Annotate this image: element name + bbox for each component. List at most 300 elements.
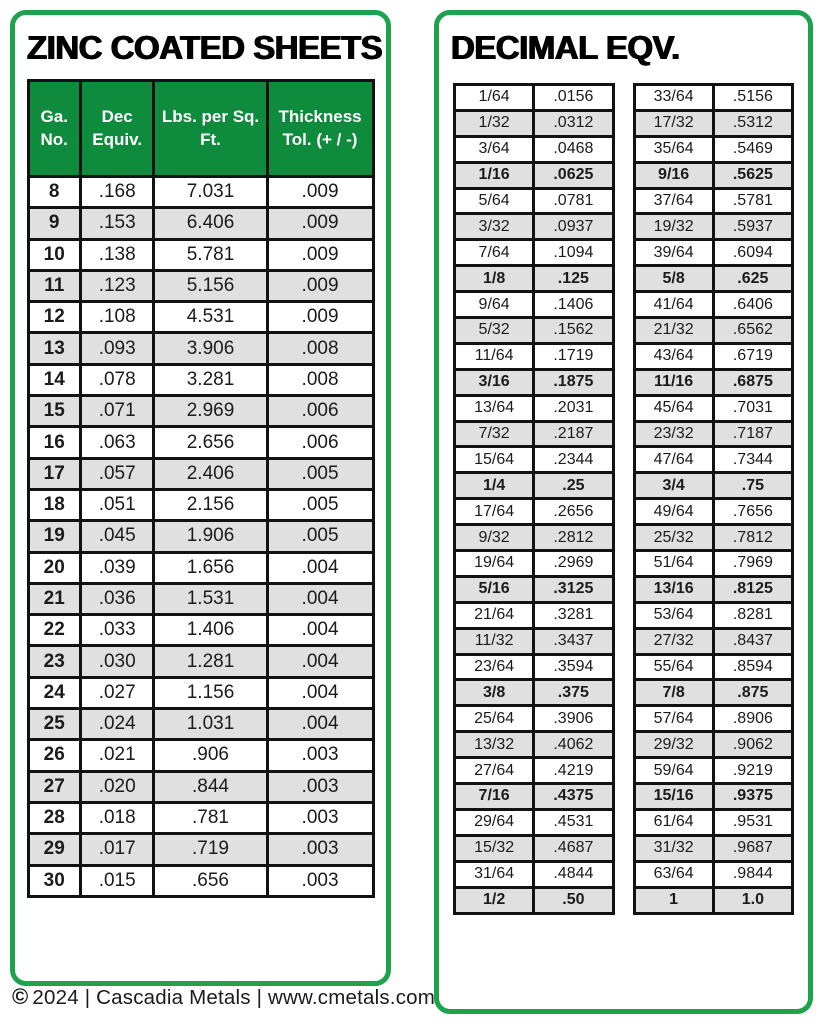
table-cell: 53/64 [634,602,713,628]
table-cell: .125 [534,266,613,292]
table-row [28,489,373,520]
table-row [28,583,373,614]
table-cell: .009 [267,270,373,301]
table-cell: 35/64 [634,136,713,162]
table-cell: 7/16 [455,784,534,810]
table-row [455,292,614,318]
table-cell: .003 [267,740,373,771]
table-row [455,369,614,395]
table-cell: 21 [28,583,80,614]
table-cell: 1.156 [154,677,267,708]
table-cell: 2.656 [154,427,267,458]
table-cell: .005 [267,521,373,552]
table-row [634,758,793,784]
table-cell: 9/32 [455,525,534,551]
table-row [455,240,614,266]
table-cell: 15/32 [455,835,534,861]
table-cell: .008 [267,333,373,364]
table-row [634,85,793,111]
table-row [634,136,793,162]
table-cell: 51/64 [634,551,713,577]
column-header-dec-equiv: Dec Equiv. [80,81,153,177]
table-cell: 1.0 [713,887,792,913]
table-cell: .093 [80,333,153,364]
table-cell: 45/64 [634,395,713,421]
table-cell: .50 [534,887,613,913]
table-cell: .021 [80,740,153,771]
table-cell: 25 [28,709,80,740]
table-cell: 6.406 [154,208,267,239]
table-cell: 1.531 [154,583,267,614]
table-cell: .071 [80,396,153,427]
table-cell: 59/64 [634,758,713,784]
table-cell: .7031 [713,395,792,421]
table-cell: 5/16 [455,576,534,602]
table-cell: 7.031 [154,177,267,208]
table-cell: .3906 [534,706,613,732]
table-row [634,473,793,499]
table-cell: .033 [80,615,153,646]
table-row [634,110,793,136]
table-cell: .0312 [534,110,613,136]
table-row [28,552,373,583]
table-cell: 15/16 [634,784,713,810]
table-cell: 1/8 [455,266,534,292]
table-cell: .036 [80,583,153,614]
table-cell: .3125 [534,576,613,602]
table-cell: .5156 [713,85,792,111]
table-cell: 16 [28,427,80,458]
table-cell: .9531 [713,809,792,835]
table-row [634,654,793,680]
table-row [634,680,793,706]
table-cell: 19/64 [455,551,534,577]
table-row [634,266,793,292]
table-cell: 3.281 [154,364,267,395]
table-cell: 14 [28,364,80,395]
table-row [634,162,793,188]
table-cell: .003 [267,802,373,833]
table-cell: .009 [267,177,373,208]
table-cell: .8906 [713,706,792,732]
table-cell: .0156 [534,85,613,111]
table-cell: 17/64 [455,499,534,525]
table-cell: .2969 [534,551,613,577]
table-cell: .2812 [534,525,613,551]
table-cell: 12 [28,302,80,333]
table-cell: 2.406 [154,458,267,489]
table-cell: 3/16 [455,369,534,395]
table-row [28,771,373,802]
table-cell: .005 [267,458,373,489]
table-row [455,576,614,602]
table-cell: 15 [28,396,80,427]
table-cell: .009 [267,239,373,270]
table-cell: 7/64 [455,240,534,266]
table-cell: .9375 [713,784,792,810]
table-row [455,162,614,188]
table-cell: .1875 [534,369,613,395]
table-cell: 13/16 [634,576,713,602]
table-row [28,333,373,364]
table-row [634,576,793,602]
table-row [634,240,793,266]
table-row [455,136,614,162]
table-cell: 23/32 [634,421,713,447]
table-row [28,802,373,833]
table-cell: .4844 [534,861,613,887]
table-cell: 33/64 [634,85,713,111]
table-row [634,292,793,318]
table-cell: .2344 [534,447,613,473]
table-cell: 25/32 [634,525,713,551]
table-cell: .5469 [713,136,792,162]
decimal-table-left [453,83,615,915]
table-cell: .0937 [534,214,613,240]
table-cell: 27 [28,771,80,802]
table-row [455,473,614,499]
table-cell: .0625 [534,162,613,188]
table-cell: .004 [267,583,373,614]
table-row [455,809,614,835]
zinc-table-body [28,177,373,897]
table-cell: .1719 [534,343,613,369]
table-cell: 28 [28,802,80,833]
table-cell: .3437 [534,628,613,654]
table-cell: .8281 [713,602,792,628]
table-cell: 63/64 [634,861,713,887]
table-cell: .045 [80,521,153,552]
table-cell: 41/64 [634,292,713,318]
table-row [28,521,373,552]
table-cell: 57/64 [634,706,713,732]
table-cell: 21/64 [455,602,534,628]
decimal-panel-title: DECIMAL EQV. [451,29,680,66]
table-cell: .6875 [713,369,792,395]
table-cell: .005 [267,489,373,520]
table-cell: .004 [267,615,373,646]
column-header-lbs-per-sqft: Lbs. per Sq. Ft. [154,81,267,177]
table-cell: 30 [28,865,80,896]
decimal-eqv-panel [434,10,813,1014]
table-cell: 24 [28,677,80,708]
table-cell: .25 [534,473,613,499]
table-cell: .024 [80,709,153,740]
table-cell: 1.656 [154,552,267,583]
table-row [455,318,614,344]
table-row [28,865,373,896]
table-cell: .3594 [534,654,613,680]
table-cell: .030 [80,646,153,677]
table-row [455,732,614,758]
table-cell: 2.156 [154,489,267,520]
table-row [28,740,373,771]
table-cell: 29 [28,834,80,865]
table-cell: .6094 [713,240,792,266]
table-cell: .057 [80,458,153,489]
table-row [455,110,614,136]
table-row [455,85,614,111]
table-cell: .4375 [534,784,613,810]
table-cell: .75 [713,473,792,499]
table-cell: 15/64 [455,447,534,473]
table-cell: .7344 [713,447,792,473]
table-cell: 13/64 [455,395,534,421]
table-row [455,214,614,240]
table-cell: .781 [154,802,267,833]
table-row [634,188,793,214]
table-cell: 1/4 [455,473,534,499]
table-cell: 25/64 [455,706,534,732]
table-cell: 19/32 [634,214,713,240]
table-cell: .123 [80,270,153,301]
table-row [455,266,614,292]
table-cell: 18 [28,489,80,520]
table-cell: .153 [80,208,153,239]
table-cell: 3/4 [634,473,713,499]
table-cell: .039 [80,552,153,583]
zinc-sheets-panel [10,10,391,986]
table-cell: 31/64 [455,861,534,887]
decimal-table-right-body [634,85,793,914]
table-cell: .906 [154,740,267,771]
table-cell: .4062 [534,732,613,758]
table-cell: .8125 [713,576,792,602]
table-cell: .9062 [713,732,792,758]
table-row [634,732,793,758]
table-cell: .875 [713,680,792,706]
table-cell: 1.031 [154,709,267,740]
table-row [455,758,614,784]
table-row [455,628,614,654]
table-cell: 39/64 [634,240,713,266]
table-cell: .719 [154,834,267,865]
table-cell: .008 [267,364,373,395]
table-cell: .1094 [534,240,613,266]
table-cell: .8594 [713,654,792,680]
table-cell: 2.969 [154,396,267,427]
table-cell: 7/32 [455,421,534,447]
table-cell: .004 [267,646,373,677]
table-cell: .6719 [713,343,792,369]
table-cell: 1/64 [455,85,534,111]
table-cell: .009 [267,302,373,333]
table-row [634,369,793,395]
table-cell: .004 [267,709,373,740]
table-row [28,646,373,677]
table-row [634,395,793,421]
table-cell: 3/64 [455,136,534,162]
decimal-table-left-body [455,85,614,914]
table-row [455,861,614,887]
table-row [634,784,793,810]
table-cell: 5/8 [634,266,713,292]
table-cell: 3/8 [455,680,534,706]
table-cell: .003 [267,834,373,865]
table-row [455,447,614,473]
zinc-gauge-table [27,79,375,898]
column-header-gauge-no: Ga. No. [28,81,80,177]
table-row [455,421,614,447]
table-cell: .7969 [713,551,792,577]
table-cell: 5/64 [455,188,534,214]
table-cell: 55/64 [634,654,713,680]
table-cell: 1.281 [154,646,267,677]
table-row [634,318,793,344]
table-cell: 47/64 [634,447,713,473]
table-cell: 10 [28,239,80,270]
table-cell: 19 [28,521,80,552]
table-row [455,551,614,577]
table-cell: 11/32 [455,628,534,654]
table-cell: 4.531 [154,302,267,333]
footer-credit [12,984,435,1010]
table-row [28,458,373,489]
table-cell: 43/64 [634,343,713,369]
table-cell: 8 [28,177,80,208]
table-cell: .625 [713,266,792,292]
table-row [455,343,614,369]
table-row [455,887,614,913]
table-cell: 3/32 [455,214,534,240]
table-cell: 9/16 [634,162,713,188]
table-row [28,709,373,740]
table-cell: 9/64 [455,292,534,318]
table-row [455,602,614,628]
table-row [28,677,373,708]
table-cell: .4687 [534,835,613,861]
table-row [28,364,373,395]
table-cell: .063 [80,427,153,458]
table-row [28,834,373,865]
table-cell: .4531 [534,809,613,835]
table-cell: .004 [267,677,373,708]
table-cell: 1/2 [455,887,534,913]
table-cell: .006 [267,427,373,458]
table-cell: .020 [80,771,153,802]
table-cell: 11 [28,270,80,301]
table-cell: .7187 [713,421,792,447]
table-cell: 11/64 [455,343,534,369]
table-cell: .017 [80,834,153,865]
table-cell: 26 [28,740,80,771]
table-cell: .656 [154,865,267,896]
table-row [455,784,614,810]
table-row [455,654,614,680]
table-cell: 49/64 [634,499,713,525]
table-cell: 1 [634,887,713,913]
table-cell: 13 [28,333,80,364]
decimal-table-right [633,83,795,915]
table-cell: 13/32 [455,732,534,758]
table-cell: 31/32 [634,835,713,861]
table-cell: 23 [28,646,80,677]
table-cell: 17/32 [634,110,713,136]
table-row [634,525,793,551]
table-cell: 1.906 [154,521,267,552]
table-cell: .1406 [534,292,613,318]
table-row [455,499,614,525]
table-row [455,395,614,421]
table-cell: 37/64 [634,188,713,214]
table-cell: 29/32 [634,732,713,758]
table-cell: .003 [267,771,373,802]
table-cell: .078 [80,364,153,395]
table-cell: .5312 [713,110,792,136]
table-cell: .7656 [713,499,792,525]
table-cell: .2656 [534,499,613,525]
table-cell: .3281 [534,602,613,628]
table-cell: .9687 [713,835,792,861]
table-row [28,302,373,333]
table-row [28,208,373,239]
table-row [634,499,793,525]
table-row [28,239,373,270]
table-row [455,706,614,732]
table-cell: .8437 [713,628,792,654]
copyright-icon: © [12,984,29,1009]
table-cell: 1.406 [154,615,267,646]
table-cell: 20 [28,552,80,583]
table-cell: 29/64 [455,809,534,835]
table-cell: .168 [80,177,153,208]
table-row [455,188,614,214]
table-cell: .375 [534,680,613,706]
table-row [634,809,793,835]
table-cell: .5937 [713,214,792,240]
table-cell: .027 [80,677,153,708]
table-cell: .2031 [534,395,613,421]
table-row [28,427,373,458]
footer-text: 2024 | Cascadia Metals | www.cmetals.com [32,986,436,1009]
table-cell: 11/16 [634,369,713,395]
table-row [634,214,793,240]
table-row [455,680,614,706]
table-cell: .2187 [534,421,613,447]
table-row [28,270,373,301]
table-cell: 23/64 [455,654,534,680]
table-cell: .4219 [534,758,613,784]
table-cell: 21/32 [634,318,713,344]
table-cell: 27/32 [634,628,713,654]
table-cell: .9844 [713,861,792,887]
table-cell: .051 [80,489,153,520]
zinc-header-row [28,81,373,177]
table-cell: .6562 [713,318,792,344]
table-cell: 27/64 [455,758,534,784]
table-cell: 5/32 [455,318,534,344]
table-cell: .5625 [713,162,792,188]
table-cell: .004 [267,552,373,583]
table-cell: .003 [267,865,373,896]
table-cell: .9219 [713,758,792,784]
table-cell: 17 [28,458,80,489]
table-row [455,525,614,551]
table-cell: 1/32 [455,110,534,136]
table-cell: 9 [28,208,80,239]
table-row [28,615,373,646]
table-row [634,447,793,473]
table-cell: .015 [80,865,153,896]
table-cell: .1562 [534,318,613,344]
table-cell: .5781 [713,188,792,214]
table-cell: 5.781 [154,239,267,270]
table-cell: 3.906 [154,333,267,364]
table-cell: 1/16 [455,162,534,188]
zinc-panel-title: ZINC COATED SHEETS [27,29,383,66]
table-row [634,421,793,447]
table-cell: .006 [267,396,373,427]
